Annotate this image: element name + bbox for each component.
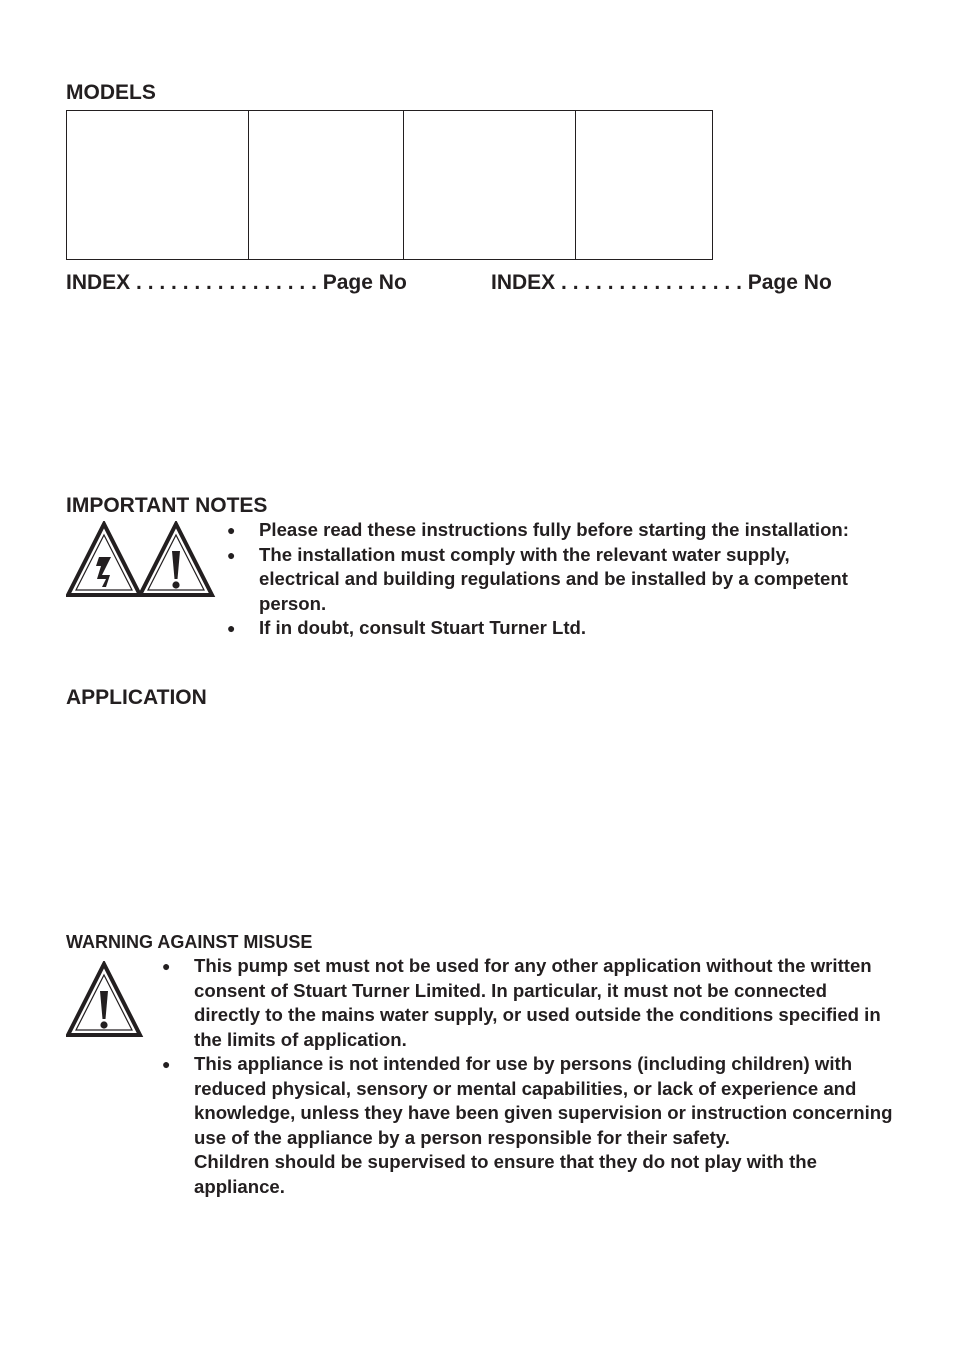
warning-icon-wrap [66, 961, 144, 1039]
note-text: The installation must comply with the relevant water supply, electrical and building regulations and be installed by a competent person. [259, 543, 848, 614]
important-notes-icons [66, 521, 216, 599]
warning-text: This appliance is not intended for use by persons (including children) with reduced physical, sensory or mental capabilities, or lack of experience and knowledge, unless they have been given supervision or instruction concerning use of the appliance by a person responsible for their safety. [194, 1053, 893, 1148]
index-dots: . . . . . . . . . . . . . . . . [136, 271, 317, 294]
warning-heading: WARNING AGAINST MISUSE [66, 932, 313, 952]
model-cell-2 [249, 111, 404, 260]
application-heading: APPLICATION [66, 686, 207, 709]
models-row [67, 111, 713, 260]
index-dots: . . . . . . . . . . . . . . . . [561, 271, 742, 294]
model-cell-1 [67, 111, 249, 260]
index-label: INDEX [66, 271, 131, 294]
model-cell-4 [576, 111, 713, 260]
important-notes-list [227, 518, 859, 641]
warning-text: This pump set must not be used for any other application without the written consent of Stuart Turner Limited. In particular, it must not be connected directly to the mains water supply, or used outside the conditions specified in the limits of application. [194, 955, 881, 1050]
list-item: ● If in doubt, consult Stuart Turner Ltd. [259, 616, 859, 641]
warning-list [162, 954, 894, 1199]
index-column-right [491, 270, 832, 296]
important-notes-heading: IMPORTANT NOTES [66, 494, 268, 517]
page-no-label: Page No [322, 271, 407, 294]
warning-icons-group [66, 521, 216, 599]
electric-shock-warning-icon [68, 524, 140, 595]
list-item: ● This pump set must not be used for any other application without the written consent of Stuart Turner Limited. In particular, it must not be connected directly to the mains water supply, or used outside the conditions specified in the limits of application. [194, 954, 894, 1052]
general-warning-icon [66, 961, 144, 1039]
index-label: INDEX [491, 271, 556, 294]
warning-extra-text: Children should be supervised to ensure that they do not play with the appliance. [194, 1151, 817, 1197]
list-item: ● The installation must comply with the relevant water supply, electrical and building regulations and be installed by a competent person. [259, 543, 859, 617]
list-item: ● Please read these instructions fully before starting the installation: [259, 518, 859, 543]
index-column-left [66, 270, 407, 296]
list-item: ● This appliance is not intended for use by persons (including children) with reduced physical, sensory or mental capabilities, or lack of experience and knowledge, unless they have been given supervision or instruction concerning use of the appliance by a person responsible for their safety. Children should be supervised to ensure that they do not play with the appliance. [194, 1052, 894, 1199]
note-text: Please read these instructions fully before starting the installation: [259, 519, 849, 540]
general-warning-icon [140, 524, 212, 595]
models-heading: MODELS [66, 81, 156, 104]
page-no-label: Page No [747, 271, 832, 294]
note-text: If in doubt, consult Stuart Turner Ltd. [259, 617, 587, 638]
model-cell-3 [404, 111, 576, 260]
models-table [66, 110, 713, 260]
